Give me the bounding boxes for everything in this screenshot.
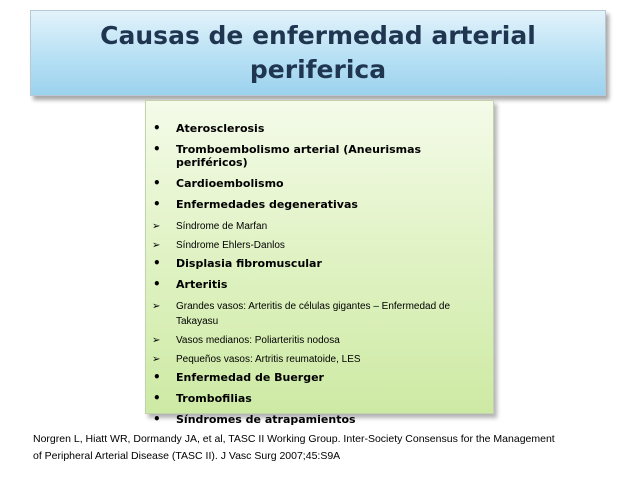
bullet-icon: • bbox=[153, 391, 161, 405]
cause-subitem bbox=[151, 333, 489, 348]
cause-item bbox=[151, 413, 489, 426]
causes-list bbox=[151, 122, 489, 434]
bullet-icon: • bbox=[153, 176, 161, 190]
bullet-icon: • bbox=[153, 256, 161, 270]
bullet-icon: • bbox=[153, 142, 161, 156]
cause-item bbox=[151, 177, 489, 190]
arrow-bullet-icon: ➢ bbox=[152, 335, 161, 346]
cause-label: Cardioembolismo bbox=[176, 177, 284, 190]
cause-label: Arteritis bbox=[176, 278, 228, 291]
cause-label: Tromboembolismo arterial (Aneurismas periféricos) bbox=[176, 143, 422, 169]
cause-subitem bbox=[151, 219, 489, 234]
causes-box bbox=[145, 100, 494, 426]
reference-line-1: Norgren L, Hiatt WR, Dormandy JA, et al, TASC II Working Group. Inter-Society Consensus for the Management bbox=[33, 433, 555, 445]
cause-item bbox=[151, 122, 489, 135]
bullet-icon: • bbox=[153, 121, 161, 135]
cause-sublabel: Vasos medianos: Poliarteritis nodosa bbox=[176, 335, 340, 346]
cause-subitem bbox=[151, 238, 489, 253]
cause-item bbox=[151, 392, 489, 405]
cause-label: Enfermedades degenerativas bbox=[176, 198, 358, 211]
reference-citation bbox=[33, 431, 623, 465]
bullet-icon: • bbox=[153, 277, 161, 291]
cause-sublabel: Síndrome Ehlers-Danlos bbox=[176, 240, 285, 251]
title-box bbox=[30, 10, 606, 96]
cause-label: Enfermedad de Buerger bbox=[176, 371, 324, 384]
slide-title bbox=[58, 19, 578, 87]
cause-sublabel: Grandes vasos: Arteritis de células gigantes – Enfermedad de Takayasu bbox=[176, 301, 451, 327]
title-line-1: Causas de enfermedad arterial bbox=[100, 21, 536, 50]
arrow-bullet-icon: ➢ bbox=[152, 354, 161, 365]
cause-label: Trombofilias bbox=[176, 392, 252, 405]
cause-item bbox=[151, 371, 489, 384]
title-line-2: periferica bbox=[249, 55, 387, 84]
arrow-bullet-icon: ➢ bbox=[152, 240, 161, 251]
cause-subitem bbox=[151, 299, 489, 329]
arrow-bullet-icon: ➢ bbox=[152, 301, 161, 312]
arrow-bullet-icon: ➢ bbox=[152, 221, 161, 232]
bullet-icon: • bbox=[153, 412, 161, 426]
cause-item bbox=[151, 278, 489, 291]
cause-label: Síndromes de atrapamientos bbox=[176, 413, 356, 426]
cause-item bbox=[151, 257, 489, 270]
cause-item bbox=[151, 143, 489, 169]
bullet-icon: • bbox=[153, 370, 161, 384]
cause-sublabel: Pequeños vasos: Artritis reumatoide, LES bbox=[176, 354, 361, 365]
bullet-icon: • bbox=[153, 197, 161, 211]
cause-sublabel: Síndrome de Marfan bbox=[176, 221, 268, 232]
cause-item bbox=[151, 198, 489, 211]
cause-subitem bbox=[151, 352, 489, 367]
cause-label: Aterosclerosis bbox=[176, 122, 265, 135]
cause-label: Displasia fibromuscular bbox=[176, 257, 322, 270]
reference-line-2: of Peripheral Arterial Disease (TASC II). J Vasc Surg 2007;45:S9A bbox=[33, 450, 341, 462]
